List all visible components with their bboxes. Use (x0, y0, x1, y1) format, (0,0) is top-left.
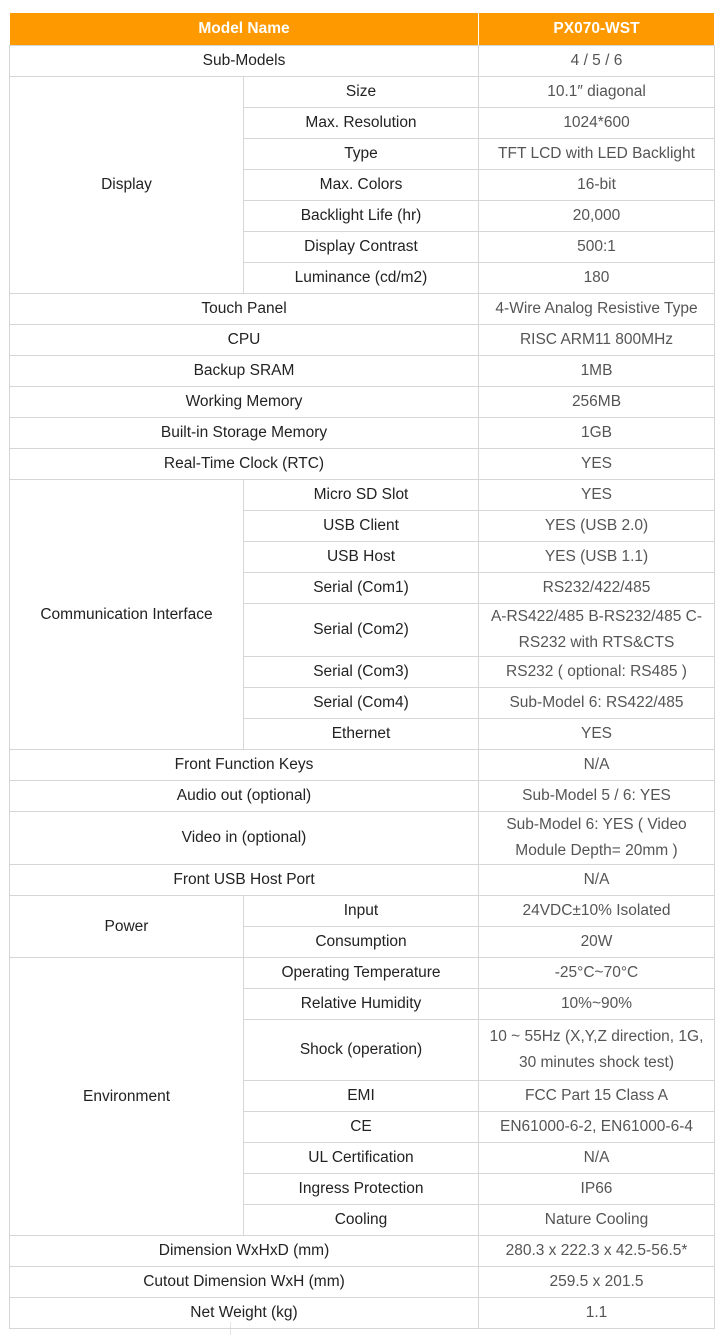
spec-row (10, 1236, 715, 1267)
spec-table-body (10, 46, 715, 1329)
spec-value: 280.3 x 222.3 x 42.5-56.5* (479, 1236, 715, 1267)
spec-value: RS232/422/485 (479, 573, 715, 604)
spec-value: A-RS422/485 B-RS232/485 C-RS232 with RTS&CTS (479, 604, 715, 657)
spec-value: 20W (479, 927, 715, 958)
spec-group: Display (10, 77, 244, 294)
spec-value: 16-bit (479, 170, 715, 201)
spec-value: 10%~90% (479, 989, 715, 1020)
spec-sublabel: Display Contrast (244, 232, 479, 263)
spec-sublabel: Size (244, 77, 479, 108)
spec-table (9, 12, 715, 1329)
spec-value: 500:1 (479, 232, 715, 263)
spec-value: N/A (479, 1143, 715, 1174)
spec-label: CPU (10, 325, 479, 356)
spec-sublabel: Ingress Protection (244, 1174, 479, 1205)
spec-value: Sub-Model 6: RS422/485 (479, 688, 715, 719)
spec-row (10, 896, 715, 927)
spec-row (10, 449, 715, 480)
spec-value: 1.1 (479, 1298, 715, 1329)
spec-row (10, 356, 715, 387)
spec-sublabel: Serial (Com2) (244, 604, 479, 657)
spec-sublabel: Max. Resolution (244, 108, 479, 139)
spec-value: 24VDC±10% Isolated (479, 896, 715, 927)
spec-value: YES (479, 719, 715, 750)
spec-value: IP66 (479, 1174, 715, 1205)
spec-value: N/A (479, 750, 715, 781)
spec-value: YES (479, 449, 715, 480)
spec-value: N/A (479, 865, 715, 896)
spec-sublabel: Serial (Com1) (244, 573, 479, 604)
spec-value: Nature Cooling (479, 1205, 715, 1236)
spec-value: Sub-Model 6: YES ( Video Module Depth= 20mm ) (479, 812, 715, 865)
spec-value: FCC Part 15 Class A (479, 1081, 715, 1112)
spec-label: Cutout Dimension WxH (mm) (10, 1267, 479, 1298)
spec-value: 20,000 (479, 201, 715, 232)
spec-value: 4-Wire Analog Resistive Type (479, 294, 715, 325)
spec-group: Communication Interface (10, 480, 244, 750)
spec-label: Working Memory (10, 387, 479, 418)
spec-sublabel: EMI (244, 1081, 479, 1112)
spec-value: 10 ~ 55Hz (X,Y,Z direction, 1G, 30 minutes shock test) (479, 1020, 715, 1081)
spec-row (10, 750, 715, 781)
spec-value: RS232 ( optional: RS485 ) (479, 657, 715, 688)
spec-row (10, 77, 715, 108)
spec-sublabel: Relative Humidity (244, 989, 479, 1020)
spec-row (10, 387, 715, 418)
spec-sublabel: Cooling (244, 1205, 479, 1236)
spec-row (10, 812, 715, 865)
spec-group: Environment (10, 958, 244, 1236)
spec-value: 1GB (479, 418, 715, 449)
spec-value: 259.5 x 201.5 (479, 1267, 715, 1298)
spec-row (10, 781, 715, 812)
spec-row (10, 1267, 715, 1298)
spec-sublabel: Serial (Com4) (244, 688, 479, 719)
spec-sublabel: USB Host (244, 542, 479, 573)
spec-sublabel: Micro SD Slot (244, 480, 479, 511)
spec-value: 180 (479, 263, 715, 294)
spec-value: RISC ARM11 800MHz (479, 325, 715, 356)
spec-sublabel: Luminance (cd/m2) (244, 263, 479, 294)
spec-label: Front Function Keys (10, 750, 479, 781)
spec-value: -25°C~70°C (479, 958, 715, 989)
spec-label: Video in (optional) (10, 812, 479, 865)
spec-value: TFT LCD with LED Backlight (479, 139, 715, 170)
spec-sublabel: USB Client (244, 511, 479, 542)
spec-label: Built-in Storage Memory (10, 418, 479, 449)
spec-group: Power (10, 896, 244, 958)
header-value: PX070-WST (479, 13, 715, 46)
spec-row (10, 418, 715, 449)
spec-sublabel: Max. Colors (244, 170, 479, 201)
spec-value: YES (USB 1.1) (479, 542, 715, 573)
spec-row (10, 294, 715, 325)
spec-value: 1024*600 (479, 108, 715, 139)
spec-label: Backup SRAM (10, 356, 479, 387)
spec-value: EN61000-6-2, EN61000-6-4 (479, 1112, 715, 1143)
spec-sublabel: UL Certification (244, 1143, 479, 1174)
spec-sublabel: Shock (operation) (244, 1020, 479, 1081)
spec-label: Dimension WxHxD (mm) (10, 1236, 479, 1267)
spec-sublabel: Input (244, 896, 479, 927)
spec-value: 1MB (479, 356, 715, 387)
spec-sublabel: Backlight Life (hr) (244, 201, 479, 232)
spec-label: Sub-Models (10, 46, 479, 77)
spec-label: Audio out (optional) (10, 781, 479, 812)
spec-label: Front USB Host Port (10, 865, 479, 896)
spec-row (10, 958, 715, 989)
spec-row (10, 325, 715, 356)
spec-sublabel: Consumption (244, 927, 479, 958)
spec-row (10, 1298, 715, 1329)
spec-sublabel: Type (244, 139, 479, 170)
spec-value: 4 / 5 / 6 (479, 46, 715, 77)
spec-sublabel: Serial (Com3) (244, 657, 479, 688)
header-label: Model Name (10, 13, 479, 46)
spec-row (10, 46, 715, 77)
spec-label: Net Weight (kg) (10, 1298, 479, 1329)
spec-value: YES (USB 2.0) (479, 511, 715, 542)
spec-value: 10.1″ diagonal (479, 77, 715, 108)
spec-value: Sub-Model 5 / 6: YES (479, 781, 715, 812)
spec-value: 256MB (479, 387, 715, 418)
spec-row (10, 480, 715, 511)
spec-label: Real-Time Clock (RTC) (10, 449, 479, 480)
spec-label: Touch Panel (10, 294, 479, 325)
spec-value: YES (479, 480, 715, 511)
spec-sublabel: Operating Temperature (244, 958, 479, 989)
spec-row (10, 865, 715, 896)
header-row (10, 13, 715, 46)
spec-sublabel: CE (244, 1112, 479, 1143)
spec-sublabel: Ethernet (244, 719, 479, 750)
